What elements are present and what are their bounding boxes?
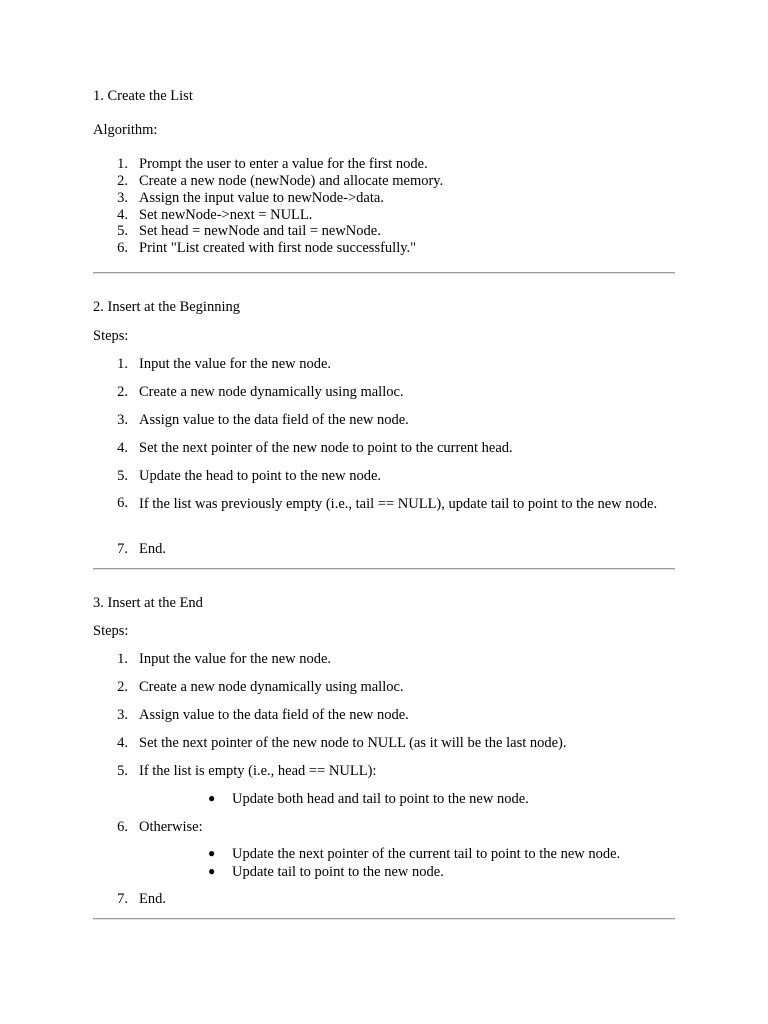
section-label: Algorithm: bbox=[93, 122, 158, 138]
horizontal-rule bbox=[93, 918, 675, 920]
item-text: Otherwise: bbox=[139, 819, 203, 835]
bullet-text: Update the next pointer of the current tail to point to the new node. bbox=[232, 846, 621, 862]
horizontal-rule bbox=[93, 272, 675, 274]
item-number: 4. bbox=[117, 207, 128, 223]
item-number: 6. bbox=[117, 495, 128, 511]
item-number: 1. bbox=[117, 651, 128, 667]
item-number: 4. bbox=[117, 440, 128, 456]
section-label: Steps: bbox=[93, 328, 129, 344]
bullet-icon: ● bbox=[208, 864, 216, 878]
item-number: 1. bbox=[117, 356, 128, 372]
item-text: Prompt the user to enter a value for the first node. bbox=[139, 156, 428, 172]
item-number: 6. bbox=[117, 819, 128, 835]
item-number: 3. bbox=[117, 707, 128, 723]
item-number: 2. bbox=[117, 384, 128, 400]
item-number: 4. bbox=[117, 735, 128, 751]
item-text: Assign value to the data field of the new node. bbox=[139, 412, 409, 428]
section-title: 1. Create the List bbox=[93, 88, 193, 104]
item-text: Set head = newNode and tail = newNode. bbox=[139, 223, 381, 239]
item-text: Create a new node dynamically using malloc. bbox=[139, 679, 404, 695]
item-number: 7. bbox=[117, 541, 128, 557]
item-number: 5. bbox=[117, 763, 128, 779]
item-text: Print "List created with first node successfully." bbox=[139, 240, 417, 256]
item-number: 2. bbox=[117, 679, 128, 695]
section-label: Steps: bbox=[93, 623, 129, 639]
item-text: Update the head to point to the new node. bbox=[139, 468, 382, 484]
item-text: End. bbox=[139, 541, 166, 557]
item-text: Assign the input value to newNode->data. bbox=[139, 190, 384, 206]
item-number: 1. bbox=[117, 156, 128, 172]
bullet-text: Update tail to point to the new node. bbox=[232, 864, 444, 880]
horizontal-rule bbox=[93, 568, 675, 570]
item-text: Input the value for the new node. bbox=[139, 651, 332, 667]
item-number: 5. bbox=[117, 468, 128, 484]
item-number: 3. bbox=[117, 190, 128, 206]
item-number: 5. bbox=[117, 223, 128, 239]
item-number: 3. bbox=[117, 412, 128, 428]
item-number: 6. bbox=[117, 240, 128, 256]
bullet-icon: ● bbox=[208, 791, 216, 805]
item-text: If the list is empty (i.e., head == NULL): bbox=[139, 763, 377, 779]
bullet-icon: ● bbox=[208, 846, 216, 860]
bullet-text: Update both head and tail to point to the new node. bbox=[232, 791, 529, 807]
item-text: Set the next pointer of the new node to point to the current head. bbox=[139, 440, 513, 456]
item-text: Assign value to the data field of the new node. bbox=[139, 707, 409, 723]
section-title: 3. Insert at the End bbox=[93, 595, 203, 611]
item-text: Set newNode->next = NULL. bbox=[139, 207, 313, 223]
item-text: End. bbox=[139, 891, 166, 907]
item-text: Create a new node (newNode) and allocate memory. bbox=[139, 173, 444, 189]
item-number: 2. bbox=[117, 173, 128, 189]
item-text: If the list was previously empty (i.e., tail == NULL), update tail to point to the new node. bbox=[139, 496, 658, 512]
item-text: Set the next pointer of the new node to NULL (as it will be the last node). bbox=[139, 735, 567, 751]
item-number: 7. bbox=[117, 891, 128, 907]
item-text: Input the value for the new node. bbox=[139, 356, 332, 372]
section-title: 2. Insert at the Beginning bbox=[93, 299, 240, 315]
item-text: Create a new node dynamically using malloc. bbox=[139, 384, 404, 400]
